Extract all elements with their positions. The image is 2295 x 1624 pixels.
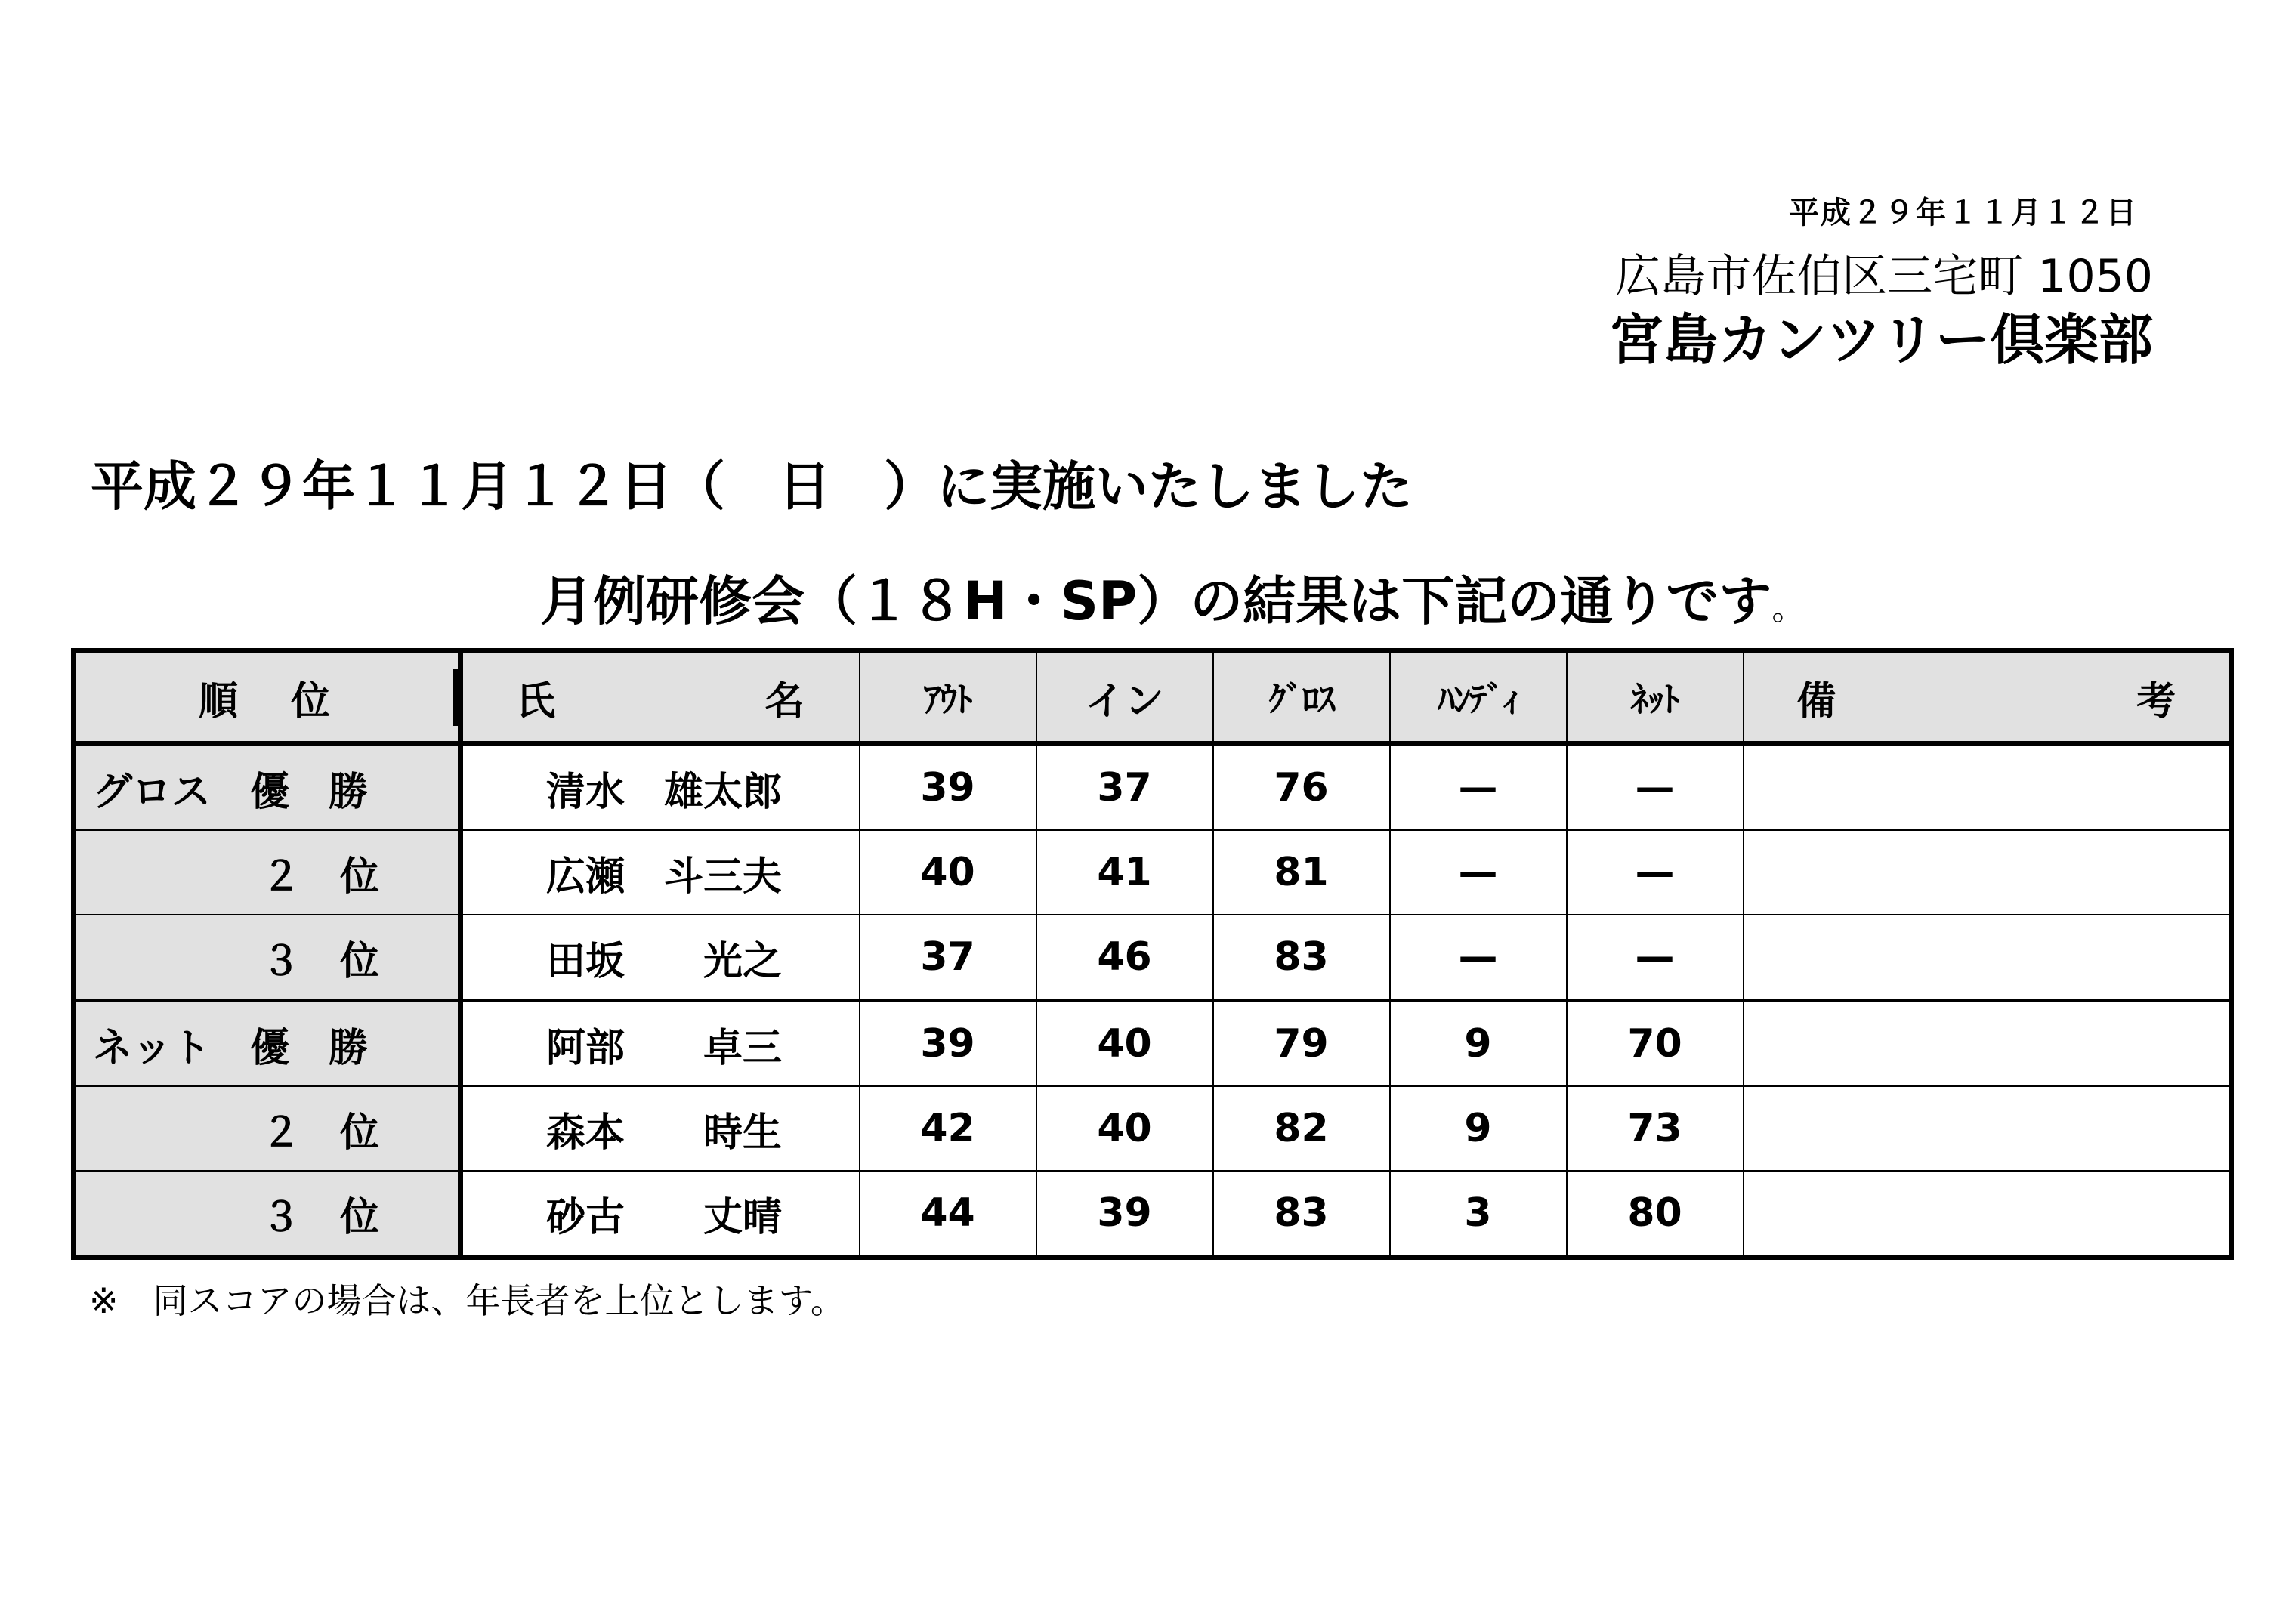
header-rank-b: 位 — [291, 678, 331, 724]
gross-score: 83 — [1213, 915, 1390, 1001]
results-table — [71, 648, 2234, 1260]
out-score: 40 — [860, 830, 1036, 915]
handicap-value: 3 — [1390, 1171, 1567, 1258]
header-rank-a: 順 — [198, 678, 238, 724]
net-score: 80 — [1567, 1171, 1744, 1258]
gross-score: 83 — [1213, 1171, 1390, 1258]
remarks-cell — [1744, 1001, 2232, 1087]
header-rank — [74, 651, 461, 744]
rank-cell: ネット 優 勝 — [74, 1001, 461, 1087]
gross-score: 76 — [1213, 744, 1390, 831]
table-header-row — [74, 651, 2232, 744]
handicap-value: 9 — [1390, 1001, 1567, 1087]
club-address: 広島市佐伯区三宅町 1050 — [1615, 250, 2153, 303]
table-row — [74, 1086, 2232, 1171]
in-score: 40 — [1036, 1001, 1213, 1087]
rank-cell: ２ 位 — [74, 1086, 461, 1171]
gross-score: 81 — [1213, 830, 1390, 915]
header-remarks-a: 備 — [1796, 678, 1836, 724]
header-remarks-b: 考 — [2136, 678, 2176, 724]
remarks-cell — [1744, 1171, 2232, 1258]
player-name: 砂古 丈晴 — [461, 1171, 860, 1258]
net-score: 73 — [1567, 1086, 1744, 1171]
out-score: 42 — [860, 1086, 1036, 1171]
table-row — [74, 744, 2232, 831]
table-row — [74, 1171, 2232, 1258]
footnote: ※ 同スコアの場合は、年長者を上位とします。 — [89, 1280, 845, 1321]
out-score: 39 — [860, 744, 1036, 831]
player-name: 森本 時生 — [461, 1086, 860, 1171]
header-net: ﾈｯﾄ — [1567, 651, 1744, 744]
in-score: 39 — [1036, 1171, 1213, 1258]
remarks-cell — [1744, 915, 2232, 1001]
handicap-value: — — [1390, 915, 1567, 1001]
intro-line-2-text: 月例研修会（１８H・SP）の結果は下記の通りです — [540, 570, 1772, 632]
header-remarks — [1744, 651, 2232, 744]
out-score: 37 — [860, 915, 1036, 1001]
header-gross: ｸﾞﾛｽ — [1213, 651, 1390, 744]
in-score: 41 — [1036, 830, 1213, 915]
header-out: ｱｳﾄ — [860, 651, 1036, 744]
in-score: 40 — [1036, 1086, 1213, 1171]
remarks-cell — [1744, 744, 2232, 831]
in-score: 46 — [1036, 915, 1213, 1001]
header-in: イン — [1036, 651, 1213, 744]
player-name: 田坂 光之 — [461, 915, 860, 1001]
table-row — [74, 1001, 2232, 1087]
handicap-value: 9 — [1390, 1086, 1567, 1171]
gross-score: 79 — [1213, 1001, 1390, 1087]
header-name-a: 氏 — [516, 678, 556, 724]
net-score: — — [1567, 744, 1744, 831]
net-score: — — [1567, 915, 1744, 1001]
header-name — [461, 651, 860, 744]
table-row — [74, 830, 2232, 915]
intro-line-1: 平成２９年１１月１２日（ 日 ）に実施いたしました — [91, 455, 1413, 517]
intro-line-2 — [540, 559, 1805, 635]
out-score: 44 — [860, 1171, 1036, 1258]
rank-cell: ３ 位 — [74, 1171, 461, 1258]
rank-cell: ２ 位 — [74, 830, 461, 915]
intro-line-2-period: 。 — [1771, 589, 1805, 628]
player-name: 清水 雄太郎 — [461, 744, 860, 831]
out-score: 39 — [860, 1001, 1036, 1087]
header-handicap: ﾊﾝﾃﾞｨ — [1390, 651, 1567, 744]
table-row — [74, 915, 2232, 1001]
rank-cell: グロス 優 勝 — [74, 744, 461, 831]
net-score: 70 — [1567, 1001, 1744, 1087]
handicap-value: — — [1390, 744, 1567, 831]
rank-cell: ３ 位 — [74, 915, 461, 1001]
player-name: 阿部 卓三 — [461, 1001, 860, 1087]
in-score: 37 — [1036, 744, 1213, 831]
gross-score: 82 — [1213, 1086, 1390, 1171]
header-name-b: 名 — [764, 678, 805, 724]
document-date: 平成２９年１１月１２日 — [1789, 196, 2138, 230]
club-name: 宮島カンツリー倶楽部 — [1608, 308, 2153, 372]
remarks-cell — [1744, 830, 2232, 915]
net-score: — — [1567, 830, 1744, 915]
player-name: 広瀬 斗三夫 — [461, 830, 860, 915]
handicap-value: — — [1390, 830, 1567, 915]
remarks-cell — [1744, 1086, 2232, 1171]
